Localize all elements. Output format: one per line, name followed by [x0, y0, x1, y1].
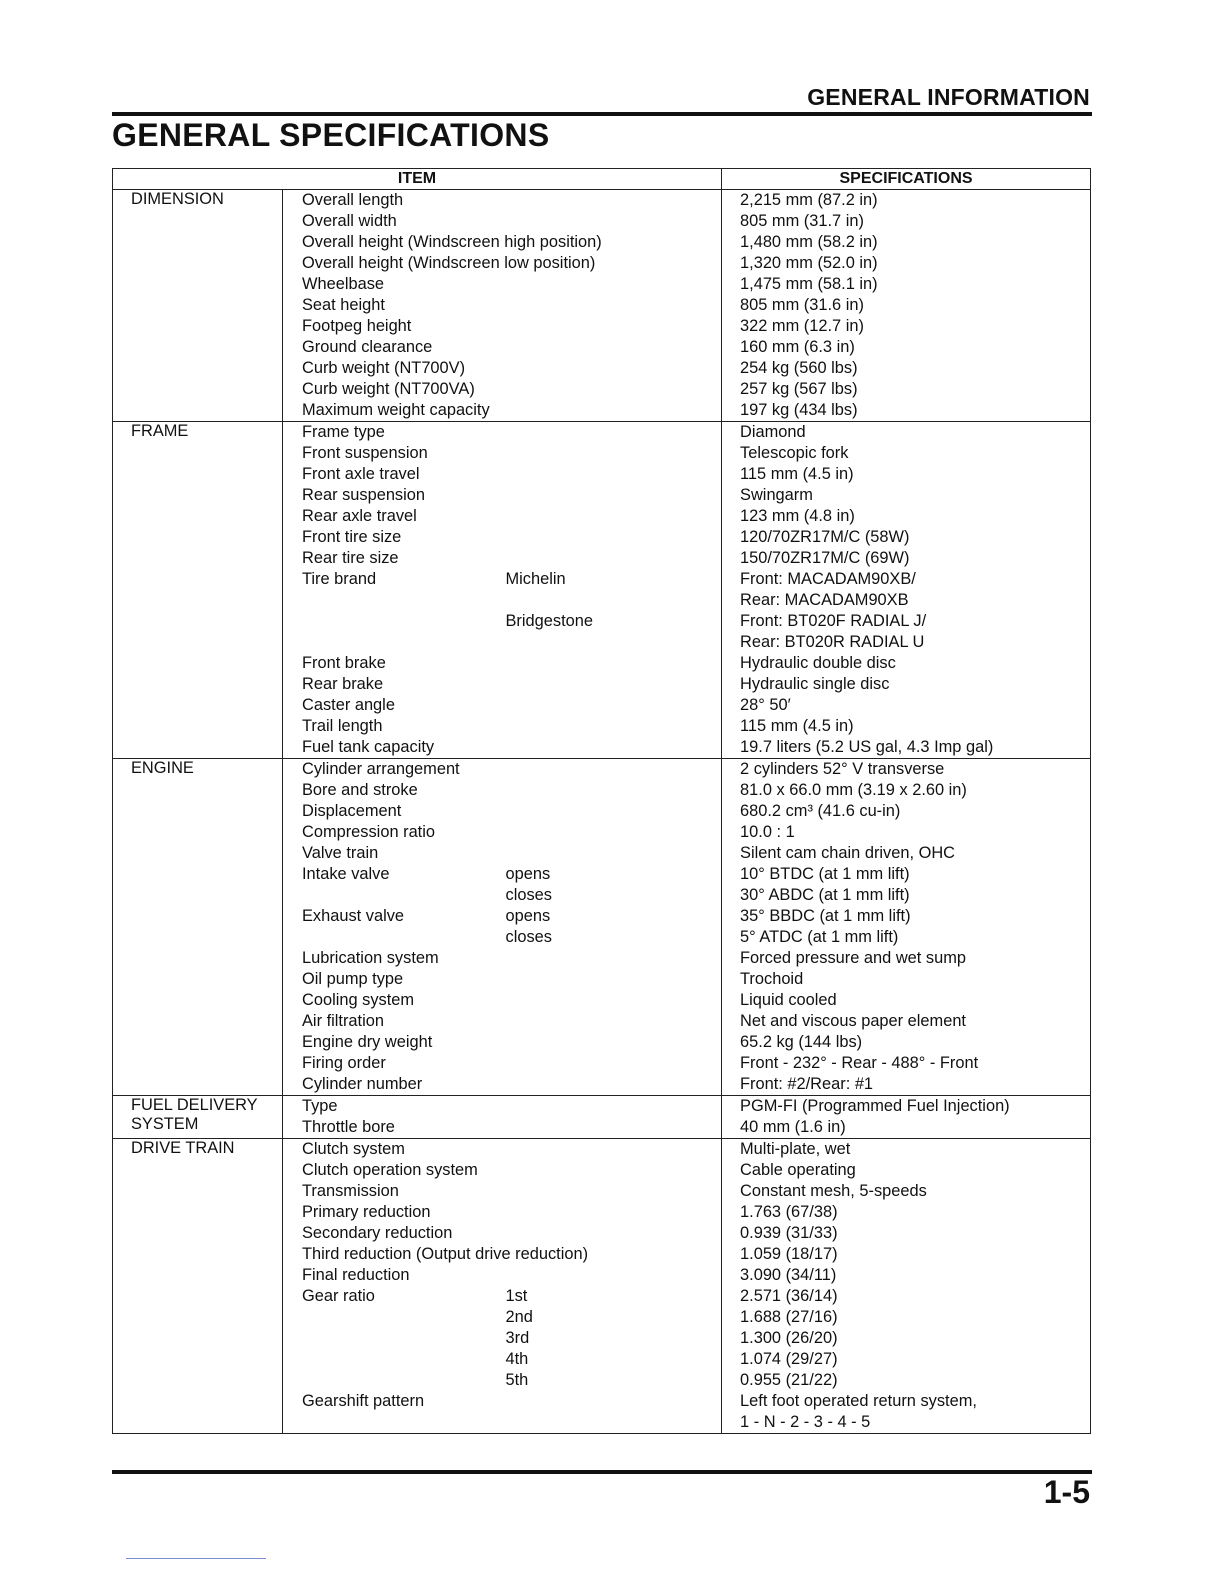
item-label: Lubrication system [302, 949, 439, 967]
spec-value: Cable operating [722, 1160, 1091, 1181]
item-label: Rear tire size [302, 549, 399, 567]
spec-value: 1,320 mm (52.0 in) [722, 253, 1091, 274]
spec-value: 150/70ZR17M/C (69W) [722, 548, 1091, 569]
spec-value: Forced pressure and wet sump [722, 948, 1091, 969]
item-sublabel [485, 1265, 722, 1286]
spec-value: 1.300 (26/20) [722, 1328, 1091, 1349]
spec-value: 28° 50′ [722, 695, 1091, 716]
item-label: Wheelbase [302, 275, 385, 293]
item-label [283, 885, 485, 906]
item-sublabel [485, 190, 722, 212]
spec-value: Front: BT020F RADIAL J/ [722, 611, 1091, 632]
item-sublabel [485, 211, 722, 232]
item-label: Cylinder arrangement [302, 760, 460, 778]
spec-value: 2 cylinders 52° V transverse [722, 759, 1091, 781]
item-sublabel [485, 674, 722, 695]
item-sublabel [485, 780, 722, 801]
item-sublabel: 4th [485, 1349, 722, 1370]
spec-value: 805 mm (31.6 in) [722, 295, 1091, 316]
item-sublabel: closes [485, 885, 722, 906]
item-sublabel [485, 422, 722, 444]
item-label: Displacement [302, 802, 402, 820]
item-sublabel [485, 1181, 722, 1202]
spec-value: Trochoid [722, 969, 1091, 990]
item-sublabel: opens [485, 906, 722, 927]
item-label: Front tire size [302, 528, 402, 546]
item-label: Air filtration [302, 1012, 384, 1030]
spec-section [113, 422, 1091, 759]
spec-value: Hydraulic single disc [722, 674, 1091, 695]
item-label: Transmission [302, 1182, 399, 1200]
spec-value: Multi-plate, wet [722, 1139, 1091, 1161]
item-label: Ground clearance [302, 338, 433, 356]
item-label: Clutch system [302, 1140, 405, 1158]
item-label: Compression ratio [302, 823, 435, 841]
spec-value: 254 kg (560 lbs) [722, 358, 1091, 379]
item-sublabel [485, 1032, 722, 1053]
item-label: Caster angle [302, 696, 395, 714]
item-sublabel [485, 400, 722, 422]
item-sublabel [485, 1412, 722, 1434]
spec-value: 805 mm (31.7 in) [722, 211, 1091, 232]
item-label: Secondary reduction [302, 1224, 453, 1242]
item-sublabel: 2nd [485, 1307, 722, 1328]
item-label: Rear brake [302, 675, 384, 693]
spec-value: 2.571 (36/14) [722, 1286, 1091, 1307]
item-sublabel [485, 1139, 722, 1161]
spec-value: 1.059 (18/17) [722, 1244, 1091, 1265]
item-label: Gear ratio [302, 1287, 375, 1305]
item-sublabel [485, 822, 722, 843]
item-label: Cooling system [302, 991, 415, 1009]
spec-value: Front: MACADAM90XB/ [722, 569, 1091, 590]
spec-value: 5° ATDC (at 1 mm lift) [722, 927, 1091, 948]
spec-value: 1.763 (67/38) [722, 1202, 1091, 1223]
spec-value: Silent cam chain driven, OHC [722, 843, 1091, 864]
item-label: Fuel tank capacity [302, 738, 435, 756]
item-sublabel [485, 1053, 722, 1074]
item-label: Bore and stroke [302, 781, 418, 799]
item-label: Primary reduction [302, 1203, 431, 1221]
spec-value: 10° BTDC (at 1 mm lift) [722, 864, 1091, 885]
item-label: Gearshift pattern [302, 1392, 425, 1410]
spec-value: Hydraulic double disc [722, 653, 1091, 674]
item-label: Exhaust valve [302, 907, 405, 925]
item-label: Clutch operation system [302, 1161, 478, 1179]
item-label: Throttle bore [302, 1118, 395, 1136]
item-sublabel: Bridgestone [485, 611, 722, 632]
specifications-table [112, 168, 1091, 1434]
spec-value: 65.2 kg (144 lbs) [722, 1032, 1091, 1053]
item-sublabel [485, 948, 722, 969]
spec-value: 197 kg (434 lbs) [722, 400, 1091, 422]
spec-section [113, 1139, 1091, 1434]
spec-value: 35° BBDC (at 1 mm lift) [722, 906, 1091, 927]
item-label: Front brake [302, 654, 386, 672]
spec-value: PGM-FI (Programmed Fuel Injection) [722, 1096, 1091, 1118]
spec-value: 3.090 (34/11) [722, 1265, 1091, 1286]
item-label: Footpeg height [302, 317, 412, 335]
item-sublabel [485, 1074, 722, 1096]
spec-section [113, 190, 1091, 422]
item-label: Firing order [302, 1054, 386, 1072]
spec-value: Constant mesh, 5-speeds [722, 1181, 1091, 1202]
item-label [283, 632, 485, 653]
item-label: Engine dry weight [302, 1033, 433, 1051]
section-header: GENERAL INFORMATION [807, 84, 1090, 110]
column-header-item: ITEM [113, 169, 722, 190]
spec-value: 115 mm (4.5 in) [722, 716, 1091, 737]
item-sublabel [485, 506, 722, 527]
item-sublabel [485, 1160, 722, 1181]
item-label: Overall width [302, 212, 397, 230]
spec-value: 680.2 cm³ (41.6 cu-in) [722, 801, 1091, 822]
spec-value: 19.7 liters (5.2 US gal, 4.3 Imp gal) [722, 737, 1091, 759]
spec-value: Left foot operated return system, [722, 1391, 1091, 1412]
spec-value: 2,215 mm (87.2 in) [722, 190, 1091, 212]
item-sublabel [485, 316, 722, 337]
item-label: Valve train [302, 844, 379, 862]
item-sublabel [485, 801, 722, 822]
item-sublabel [485, 990, 722, 1011]
item-sublabel [485, 274, 722, 295]
section-name: DRIVE TRAIN [113, 1139, 283, 1434]
item-label [283, 1349, 485, 1370]
item-sublabel: Michelin [485, 569, 722, 590]
table-row [113, 190, 1091, 212]
item-label [283, 1412, 485, 1434]
item-sublabel [485, 358, 722, 379]
item-label: Overall length [302, 191, 404, 209]
footer-rule [112, 1470, 1092, 1474]
page-title: GENERAL SPECIFICATIONS [112, 117, 550, 153]
item-label: Type [302, 1097, 338, 1115]
item-sublabel [485, 379, 722, 400]
spec-value: 1.074 (29/27) [722, 1349, 1091, 1370]
item-sublabel [485, 548, 722, 569]
item-label: Trail length [302, 717, 383, 735]
item-sublabel [485, 1096, 722, 1118]
spec-value: Telescopic fork [722, 443, 1091, 464]
item-sublabel: 3rd [485, 1328, 722, 1349]
item-sublabel [485, 716, 722, 737]
spec-value: 81.0 x 66.0 mm (3.19 x 2.60 in) [722, 780, 1091, 801]
spec-value: 30° ABDC (at 1 mm lift) [722, 885, 1091, 906]
item-label [283, 1307, 485, 1328]
item-sublabel [485, 737, 722, 759]
spec-section [113, 1096, 1091, 1139]
item-label [283, 590, 485, 611]
spec-value: Rear: MACADAM90XB [722, 590, 1091, 611]
section-name: FRAME [113, 422, 283, 759]
item-label: Third reduction (Output drive reduction) [302, 1245, 589, 1263]
item-label: Frame type [302, 423, 385, 441]
spec-value: 160 mm (6.3 in) [722, 337, 1091, 358]
item-label: Tire brand [302, 570, 377, 588]
table-row [113, 759, 1091, 781]
spec-value: 120/70ZR17M/C (58W) [722, 527, 1091, 548]
item-sublabel [485, 590, 722, 611]
spec-value: 10.0 : 1 [722, 822, 1091, 843]
item-label: Curb weight (NT700V) [302, 359, 466, 377]
item-sublabel: closes [485, 927, 722, 948]
table-row [113, 1096, 1091, 1118]
item-label: Cylinder number [302, 1075, 423, 1093]
item-label [283, 927, 485, 948]
item-label: Curb weight (NT700VA) [302, 380, 475, 398]
spec-value: Net and viscous paper element [722, 1011, 1091, 1032]
item-label: Seat height [302, 296, 385, 314]
spec-value: 0.939 (31/33) [722, 1223, 1091, 1244]
section-name: ENGINE [113, 759, 283, 1096]
spec-value: 322 mm (12.7 in) [722, 316, 1091, 337]
item-sublabel [485, 653, 722, 674]
table-header-row [113, 169, 1091, 190]
item-sublabel [485, 295, 722, 316]
spec-value: 1,480 mm (58.2 in) [722, 232, 1091, 253]
spec-section [113, 759, 1091, 1096]
item-sublabel [485, 443, 722, 464]
section-name: DIMENSION [113, 190, 283, 422]
item-sublabel [485, 843, 722, 864]
item-label: Maximum weight capacity [302, 401, 490, 419]
spec-value: Liquid cooled [722, 990, 1091, 1011]
item-label: Overall height (Windscreen low position) [302, 254, 596, 272]
spec-value: 0.955 (21/22) [722, 1370, 1091, 1391]
item-sublabel [485, 759, 722, 781]
item-sublabel [485, 1117, 722, 1139]
item-sublabel: 1st [485, 1286, 722, 1307]
spec-value: Swingarm [722, 485, 1091, 506]
spec-value: 40 mm (1.6 in) [722, 1117, 1091, 1139]
item-sublabel [485, 485, 722, 506]
item-sublabel [485, 1391, 722, 1412]
item-sublabel [485, 969, 722, 990]
item-sublabel: 5th [485, 1370, 722, 1391]
item-sublabel [485, 527, 722, 548]
spec-value: Front - 232° - Rear - 488° - Front [722, 1053, 1091, 1074]
section-name: FUEL DELIVERY SYSTEM [113, 1096, 283, 1139]
page-number: 1-5 [1043, 1474, 1090, 1510]
item-sublabel [485, 464, 722, 485]
item-label: Front axle travel [302, 465, 420, 483]
item-label: Rear axle travel [302, 507, 417, 525]
spec-value: 257 kg (567 lbs) [722, 379, 1091, 400]
item-label: Intake valve [302, 865, 390, 883]
item-label: Oil pump type [302, 970, 404, 988]
item-label: Rear suspension [302, 486, 426, 504]
item-label: Overall height (Windscreen high position) [302, 233, 602, 251]
spec-value: 1.688 (27/16) [722, 1307, 1091, 1328]
item-sublabel: opens [485, 864, 722, 885]
item-label: Final reduction [302, 1266, 410, 1284]
spec-value: 1,475 mm (58.1 in) [722, 274, 1091, 295]
spec-value: 1 - N - 2 - 3 - 4 - 5 [722, 1412, 1091, 1434]
spec-value: 123 mm (4.8 in) [722, 506, 1091, 527]
item-sublabel [485, 1223, 722, 1244]
scan-edge-line [126, 1558, 266, 1559]
item-sublabel [485, 1202, 722, 1223]
item-label: Front suspension [302, 444, 428, 462]
column-header-specifications: SPECIFICATIONS [722, 169, 1091, 190]
spec-value: 115 mm (4.5 in) [722, 464, 1091, 485]
header-rule [112, 112, 1092, 116]
item-sublabel [485, 1011, 722, 1032]
spec-value: Rear: BT020R RADIAL U [722, 632, 1091, 653]
table-row [113, 1139, 1091, 1161]
item-label [283, 1370, 485, 1391]
item-sublabel [485, 337, 722, 358]
item-sublabel [485, 632, 722, 653]
item-label [283, 1328, 485, 1349]
item-label [283, 611, 485, 632]
item-sublabel [485, 695, 722, 716]
spec-value: Diamond [722, 422, 1091, 444]
table-row [113, 422, 1091, 444]
spec-value: Front: #2/Rear: #1 [722, 1074, 1091, 1096]
